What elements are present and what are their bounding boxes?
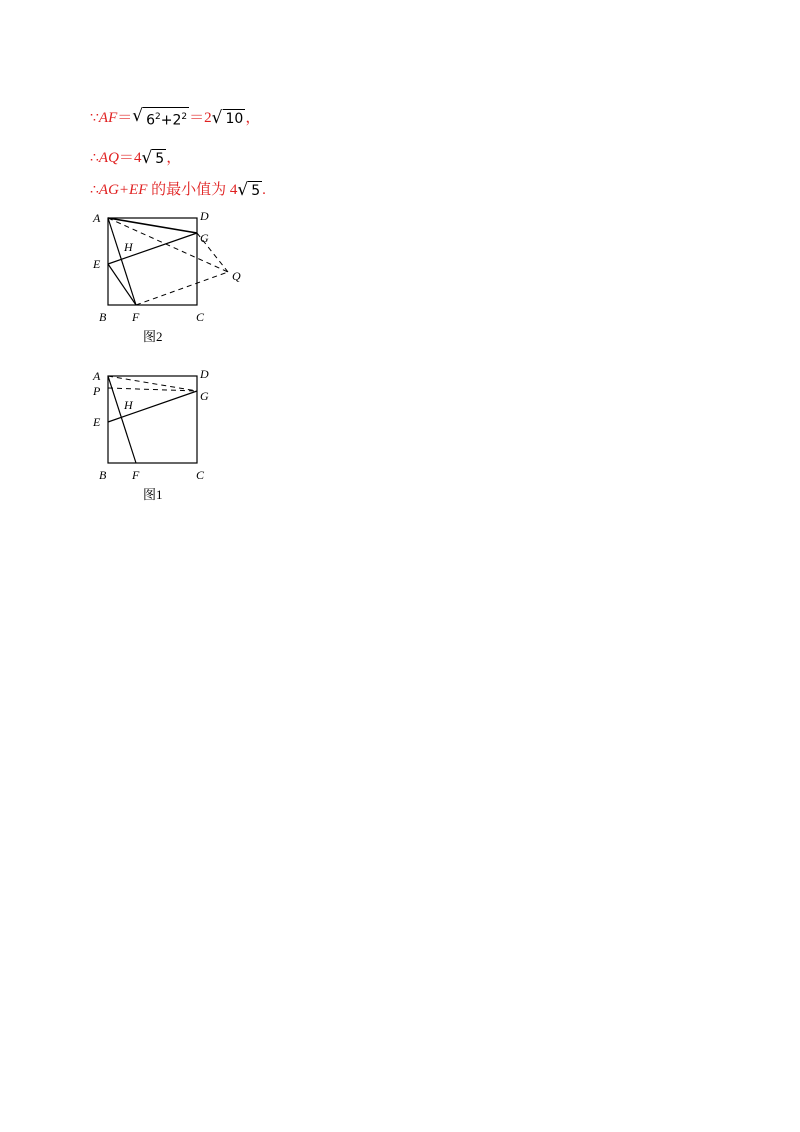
sqrt-expression: √ $6^2+2^2$ — [132, 106, 188, 129]
segment-af — [108, 376, 136, 463]
label-c: C — [196, 310, 205, 324]
radicand: 10 — [223, 109, 246, 128]
period: . — [262, 182, 266, 198]
equals-sign: ＝ — [118, 150, 134, 166]
coefficient: 4 — [229, 182, 238, 198]
coefficient: 2 — [204, 110, 212, 126]
plus-sign: + — [160, 112, 173, 129]
label-e: E — [93, 257, 101, 271]
sqrt-ten: √ 10 — [211, 108, 244, 129]
dashed-fq — [136, 272, 228, 305]
solution-line-1 — [90, 106, 260, 130]
figure-2-diagram — [88, 205, 268, 330]
af-label: AF — [98, 110, 118, 126]
because-symbol: ∵ — [90, 110, 99, 126]
segment-af — [108, 218, 136, 305]
exponent-b: 2 — [181, 112, 188, 123]
radicand: 5 — [152, 149, 166, 168]
solution-line-2 — [90, 146, 181, 168]
label-b: B — [99, 310, 107, 324]
label-f: F — [132, 468, 140, 482]
sqrt-five: √ 5 — [141, 148, 165, 169]
label-d: D — [200, 209, 209, 223]
label-g: G — [200, 231, 209, 245]
min-value-text: 的最小值为 — [147, 182, 230, 198]
label-a: A — [93, 211, 101, 225]
radicand-b: 2 — [172, 112, 182, 129]
label-h: H — [124, 240, 133, 254]
label-f: F — [132, 310, 140, 324]
figure-2 — [88, 205, 268, 335]
label-c: C — [196, 468, 205, 482]
comma: ， — [166, 150, 182, 166]
label-p: P — [93, 384, 101, 398]
label-e: E — [93, 415, 101, 429]
therefore-symbol: ∴ — [90, 182, 99, 198]
therefore-symbol: ∴ — [90, 150, 99, 166]
solution-line-3 — [90, 178, 266, 200]
label-d: D — [200, 367, 209, 381]
sqrt-five: √ 5 — [237, 180, 261, 201]
label-h: H — [124, 398, 133, 412]
label-a: A — [93, 369, 101, 383]
expression: AG+EF — [98, 182, 148, 198]
segment-ag — [108, 218, 197, 233]
comma: ， — [245, 110, 261, 126]
radicand-a: 6 — [146, 112, 156, 129]
figure-1-caption: 图1 — [143, 487, 163, 502]
figure-2-caption: 图2 — [143, 329, 163, 344]
label-b: B — [99, 468, 107, 482]
equals-sign: ＝ — [117, 110, 133, 126]
segment-eg — [108, 391, 197, 422]
segment-ef — [108, 264, 136, 305]
equals-sign-2: ＝ — [189, 110, 205, 126]
label-g: G — [200, 389, 209, 403]
radicand: 5 — [248, 181, 262, 200]
figure-1 — [88, 363, 268, 493]
exponent-a: 2 — [155, 112, 161, 123]
figure-1-diagram — [88, 363, 268, 488]
label-q: Q — [232, 269, 241, 283]
aq-label: AQ — [98, 150, 119, 166]
coefficient: 4 — [133, 150, 142, 166]
